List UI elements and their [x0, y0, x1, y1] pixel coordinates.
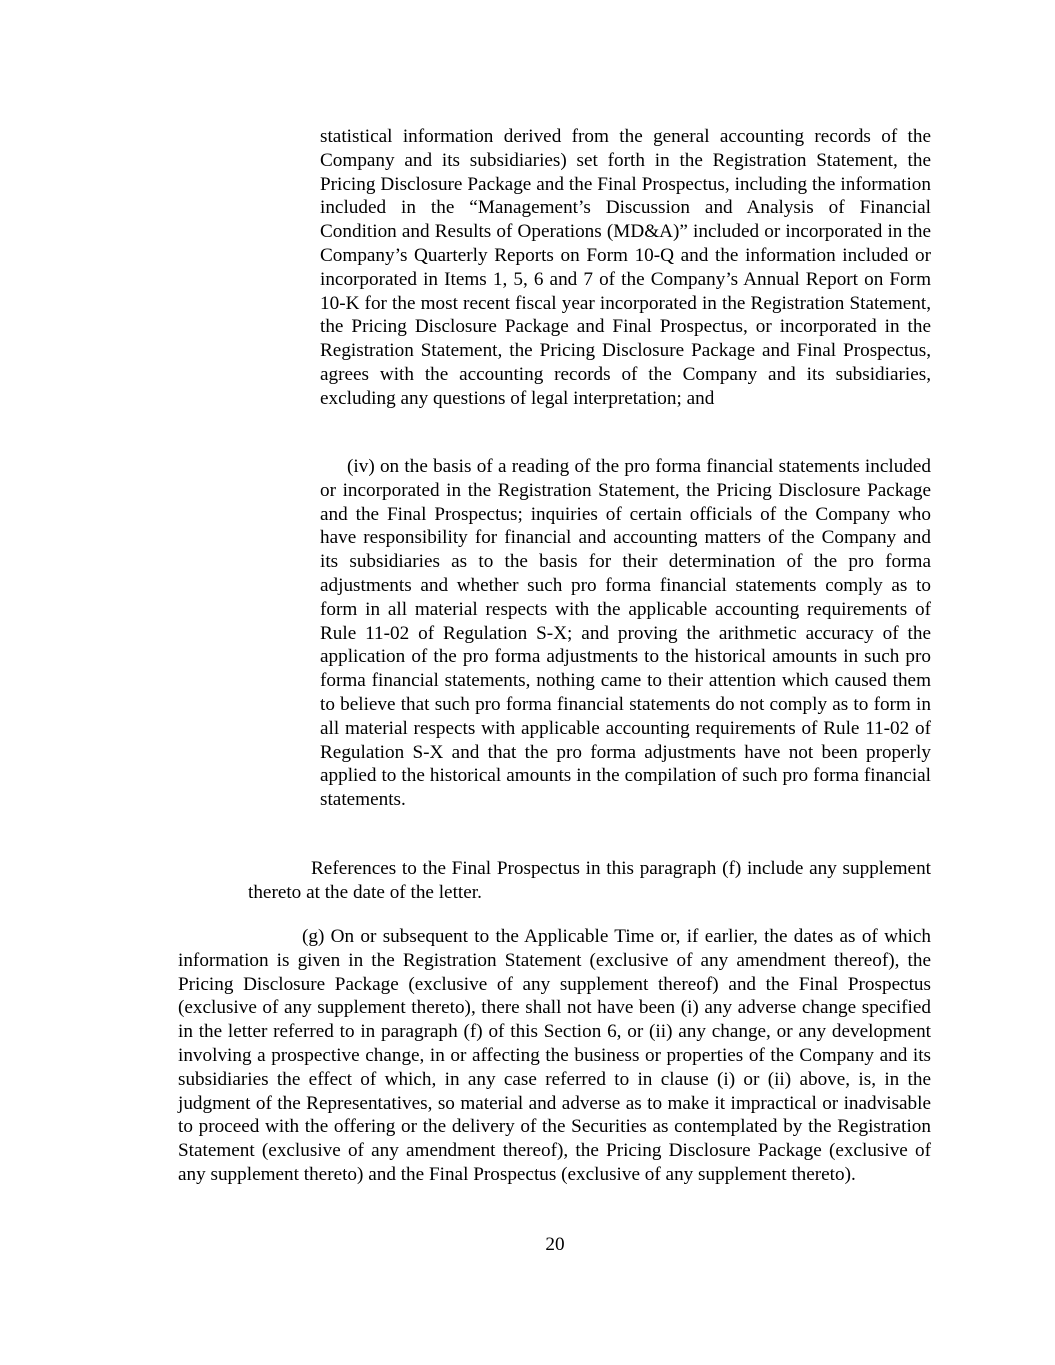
paragraph-references: References to the Final Prospectus in this paragraph (f) include any supplement thereto at the date of the letter. — [248, 858, 931, 903]
paragraph-statistical-information: statistical information derived from the general accounting records of the Company and its subsidiaries) set forth in the Registration Statement, the Pricing Disclosure Package and the Final Prospectus, including the information included in the “Management’s Discussion and Analysis of Financial Condition and Results of Operations (MD&A)” included or incorporated in the Company’s Quarterly Reports on Form 10-Q and the information included or incorporated in Items 1, 5, 6 and 7 of the Company’s Annual Report on Form 10-K for the most recent fiscal year incorporated in the Registration Statement, the Pricing Disclosure Package and Final Prospectus, or incorporated in the Registration Statement, the Pricing Disclosure Package and Final Prospectus, agrees with the accounting records of the Company and its subsidiaries, excluding any questions of legal interpretation; and — [320, 126, 931, 409]
paragraph-clause-g: (g) On or subsequent to the Applicable Time or, if earlier, the dates as of which information is given in the Registration Statement (exclusive of any amendment thereof), the Pricing Disclosure Package (exclusive of any supplement thereof) and the Final Prospectus (exclusive of any supplement thereto), there shall not have been (i) any adverse change specified in the letter referred to in paragraph (f) of this Section 6, or (ii) any change, or any development involving a prospective change, in or affecting the business or properties of the Company and its subsidiaries the effect of which, in any case referred to in clause (i) or (ii) above, is, in the judgment of the Representatives, so material and adverse as to make it impractical or inadvisable to proceed with the offering or the delivery of the Securities as contemplated by the Registration Statement (exclusive of any amendment thereof), the Pricing Disclosure Package (exclusive of any supplement thereto) and the Final Prospectus (exclusive of any supplement thereto). — [178, 926, 931, 1185]
page-number: 20 — [545, 1234, 565, 1255]
paragraph-clause-iv: (iv) on the basis of a reading of the pro forma financial statements included or incorporated in the Registration Statement, the Pricing Disclosure Package and the Final Prospectus; inquiries of certain officials of the Company who have responsibility for financial and accounting matters of the Company and its subsidiaries as to the basis for their determination of the pro forma adjustments and whether such pro forma financial statements comply as to form in all material respects with the applicable accounting requirements of Rule 11-02 of Regulation S-X; and proving the arithmetic accuracy of the application of the pro forma adjustments to the historical amounts in such pro forma financial statements, nothing came to their attention which caused them to believe that such pro forma financial statements do not comply as to form in all material respects with applicable accounting requirements of Rule 11-02 of Regulation S-X and that the pro forma adjustments have not been properly applied to the historical amounts in the compilation of such pro forma financial statements. — [320, 456, 931, 811]
